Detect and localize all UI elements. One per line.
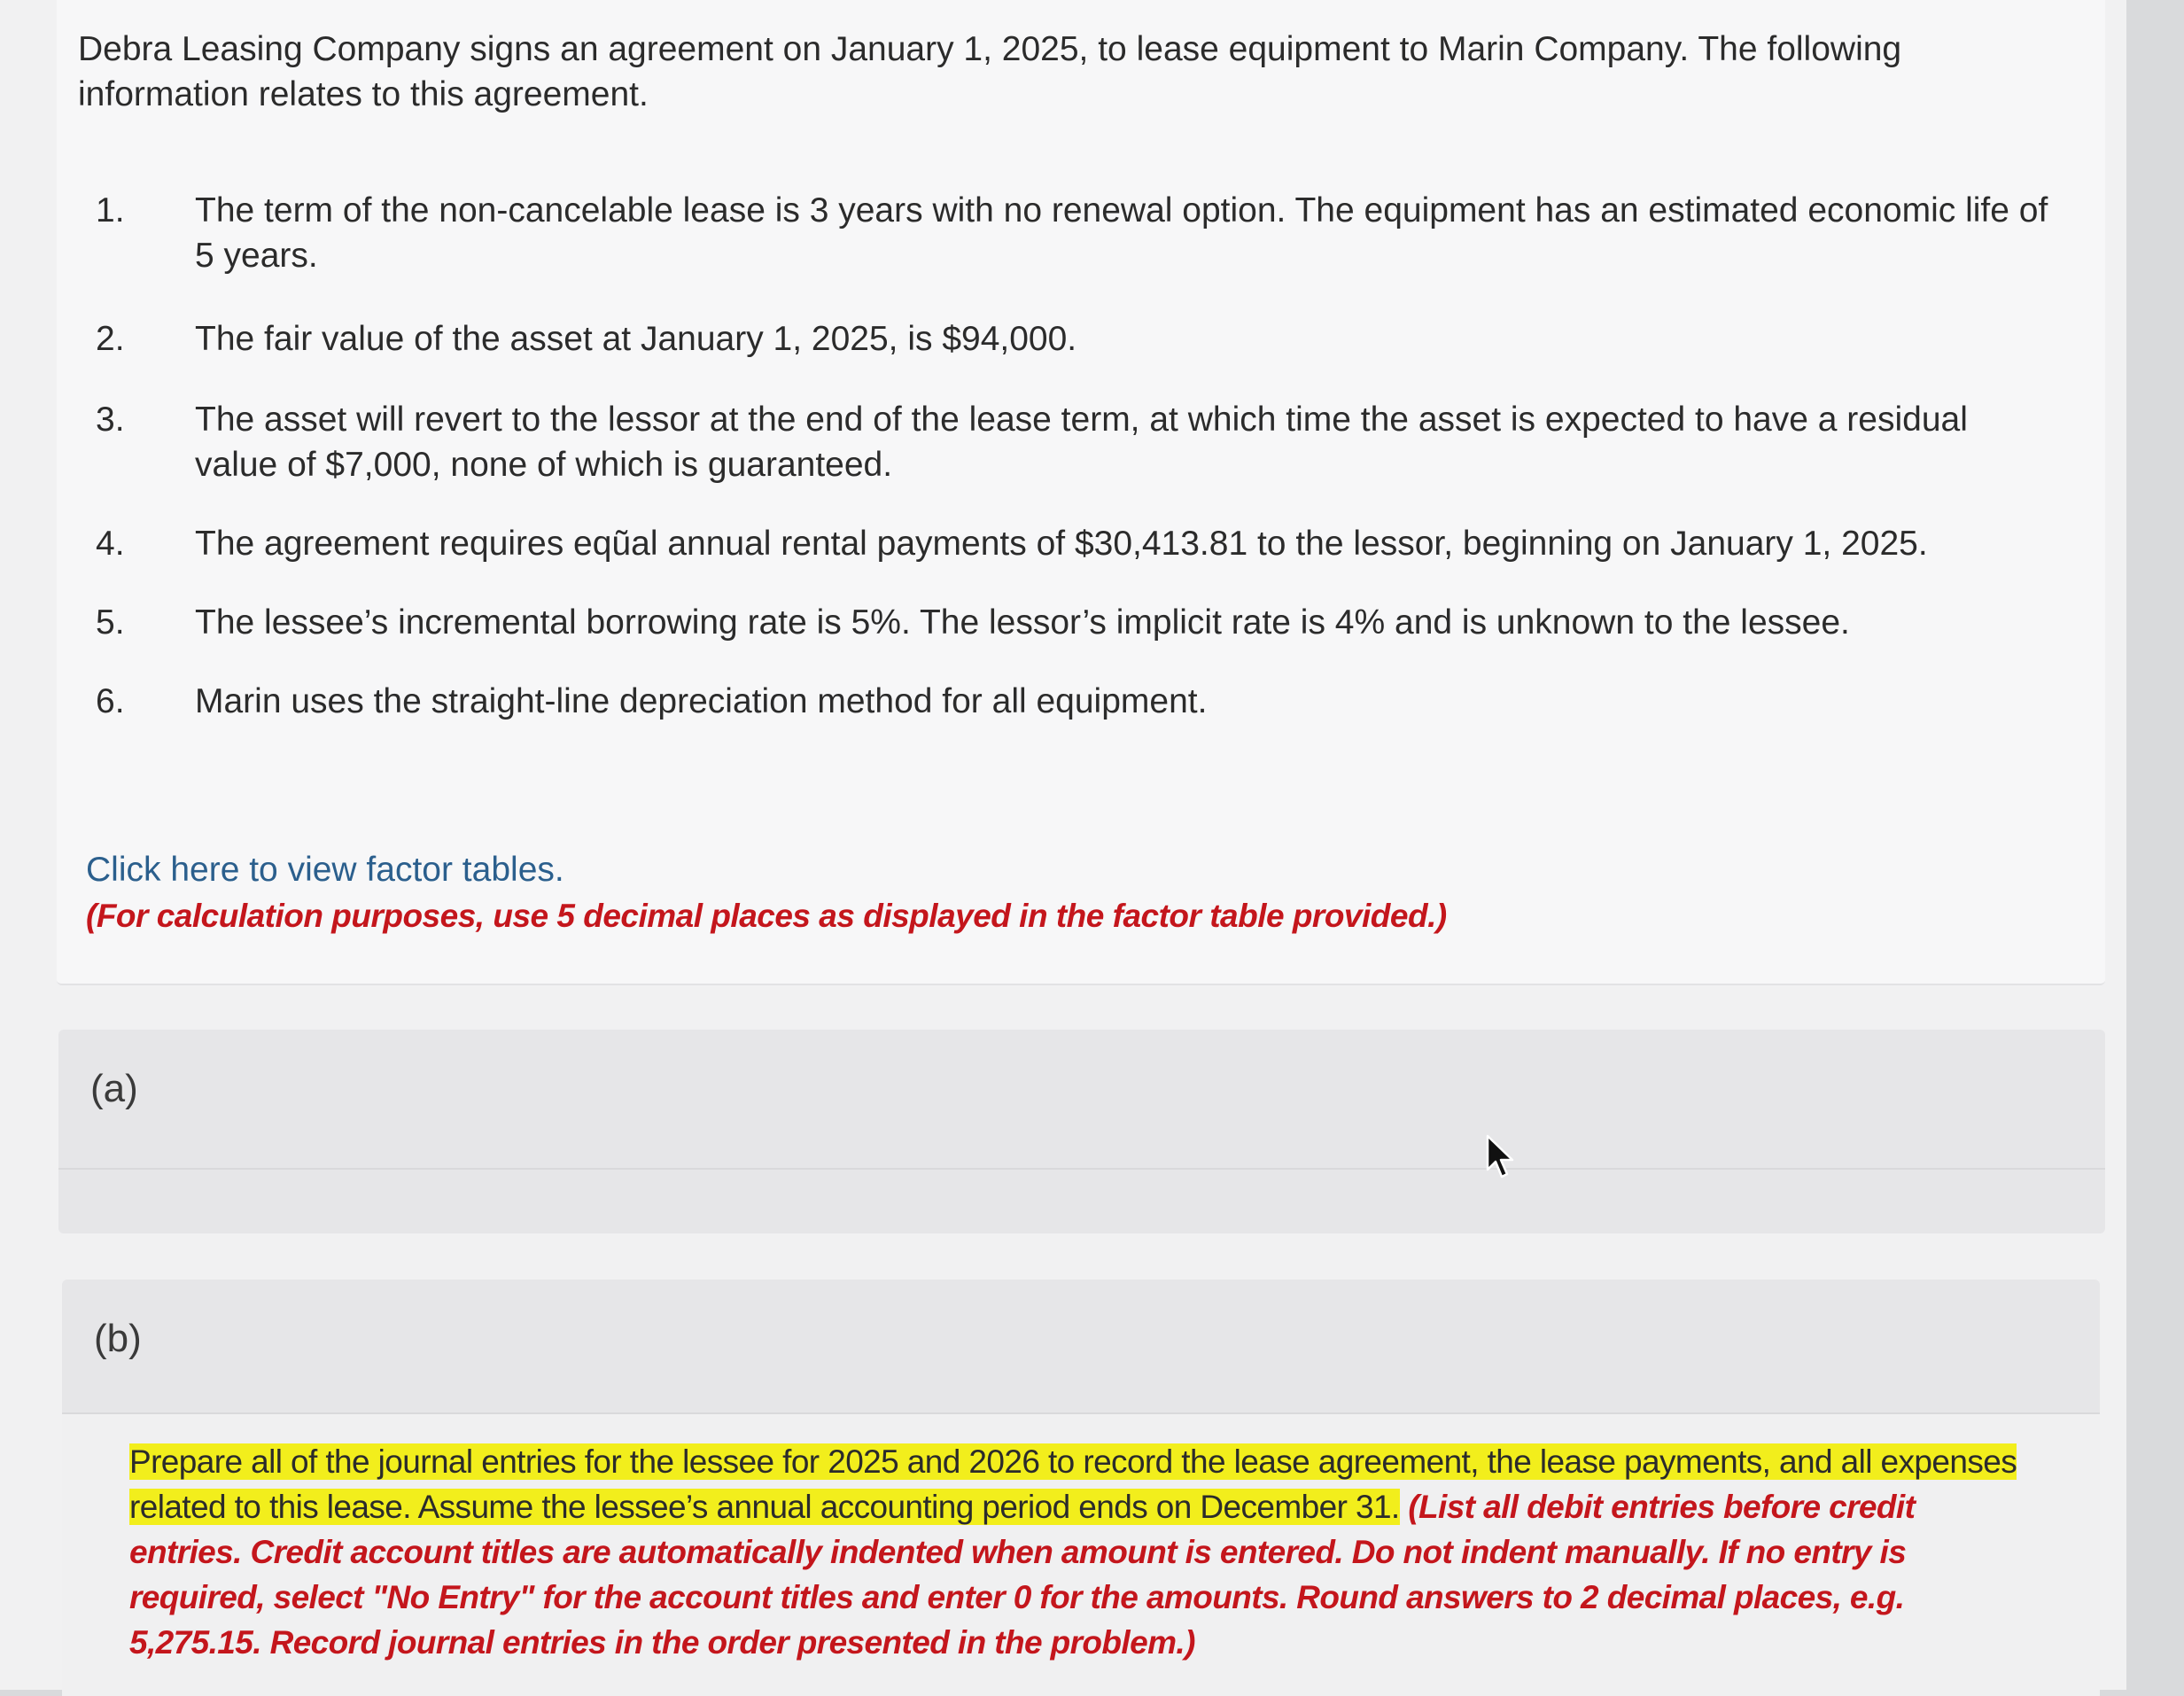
part-a-header[interactable]	[58, 1030, 2105, 1170]
part-b-header[interactable]	[62, 1280, 2100, 1414]
list-item	[96, 600, 2063, 645]
part-b-instructions	[129, 1439, 2034, 1665]
calculation-note: (For calculation purposes, use 5 decimal places as displayed in the factor table provided.)	[86, 898, 1447, 934]
highlighted-instruction: Prepare all of the journal entries for the lessee for 2025 and 2026 to record the lease agreement, the lease payments, and all expenses related to this lease. Assume the lessee’s annual accounting period ends on December 31.	[129, 1443, 2017, 1525]
mouse-pointer-icon	[1485, 1134, 1515, 1182]
requirements-list	[96, 188, 2063, 724]
list-item-number: 2.	[96, 320, 125, 358]
list-item-text: The lessee’s incremental borrowing rate is 5%. The lessor’s implicit rate is 4% and is unknown to the lessee.	[195, 603, 1850, 642]
list-item-text: Marin uses the straight-line depreciation method for all equipment.	[195, 682, 1208, 720]
list-item-text: The asset will revert to the lessor at the end of the lease term, at which time the asset is expected to have a residual value of $7,000, none of which is guaranteed.	[195, 401, 1968, 484]
list-item	[96, 188, 2063, 278]
part-b-panel	[62, 1280, 2100, 1696]
factor-tables-link[interactable]: Click here to view factor tables.	[86, 851, 564, 889]
part-a-label: (a)	[90, 1067, 138, 1110]
list-item-number: 3.	[96, 401, 125, 439]
part-a-panel[interactable]	[58, 1030, 2105, 1233]
list-item-number: 5.	[96, 603, 125, 642]
list-item-text: The agreement requires eqũal annual rental payments of $30,413.81 to the lessor, beginning on January 1, 2025.	[195, 525, 1928, 563]
list-item-number: 1.	[96, 191, 125, 230]
list-item-number: 4.	[96, 525, 125, 563]
list-item	[96, 316, 2063, 362]
list-item-number: 6.	[96, 682, 125, 720]
list-item	[96, 679, 2063, 724]
problem-intro: Debra Leasing Company signs an agreement on January 1, 2025, to lease equipment to Marin Company. The following information relates to this agreement.	[78, 30, 1902, 113]
list-item	[96, 521, 2063, 566]
list-item-text: The fair value of the asset at January 1, 2025, is $94,000.	[195, 320, 1077, 358]
part-b-label: (b)	[94, 1317, 142, 1360]
list-item-text: The term of the non-cancelable lease is 3 years with no renewal option. The equipment has an estimated economic life of 5 years.	[195, 191, 2048, 275]
instruction-note: (List all debit entries before credit entries. Credit account titles are automatically indented when amount is entered. Do not indent manually. If no entry is required, select "No Entry" for the account titles and enter 0 for the amounts. Round answers to 2 decimal places, e.g. 5,275.15. Record journal entries in the order presented in the problem.)	[129, 1489, 1916, 1661]
list-item	[96, 397, 2063, 487]
